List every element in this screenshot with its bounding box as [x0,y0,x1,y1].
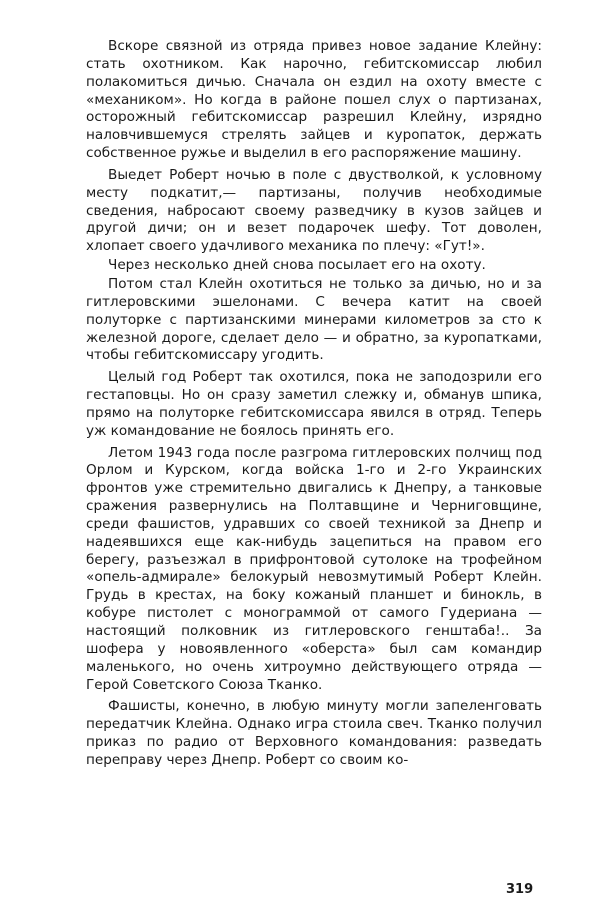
paragraph-5: Целый год Роберт так охотился, пока не заподозрили его гестаповцы. Но он сразу заметил слежку и, обманув шпика, прямо на полуторке гебитскомиссара явился в отряд. Теперь уж командование не боялось принять его. [86,369,542,439]
paragraph-1: Вскоре связной из отряда привез новое задание Клейну: стать охотником. Как нарочно, гебитскомиссар любил полакомиться дичью. Сначала он ездил на охоту вместе с «механиком». Но когда в районе пошел слух о партизанах, осторожный гебитскомиссар разрешил Клейну, изрядно наловчившемуся стрелять зайцев и куропаток, держать собственное ружье и выделил в его распоряжение машину. [86,38,542,162]
paragraph-2: Выедет Роберт ночью в поле с двустволкой, к условному месту подкатит,— партизаны, получив необходимые сведения, набросают своему разведчику в кузов зайцев и другой дичи; он и везет подарочек шефу. Тот доволен, хлопает своего удачливого механика по плечу: «Гут!». [86,166,542,255]
paragraph-6: Летом 1943 года после разгрома гитлеровских полчищ под Орлом и Курском, когда войска 1-го и 2-го Украинских фронтов уже стремительно двигались к Днепру, а танковые сражения развернулись на Полтавщине и Черниговщине, среди фашистов, удравших со своей техникой за Днепр и надеявшихся еще как-нибудь зацепиться на правом его берегу, разъезжал в прифронтовой сутолоке на трофейном «опель-адмирале» белокурый невозмутимый Роберт Клейн. Грудь в крестах, на боку кожаный планшет и бинокль, в кобуре пистолет с монограммой от самого Гудериана — настоящий полковник из гитлеровского генштаба!.. За шофера у новоявленного «оберста» был сам командир маленького, но очень хитроумно действующего отряда — Герой Советского Союза Тканко. [86,444,542,693]
paragraph-7: Фашисты, конечно, в любую минуту могли запеленговать передатчик Клейна. Однако игра стоила свеч. Тканко получил приказ по радио от Верховного командования: разведать переправу через Днепр. Роберт со своим ко- [86,698,542,768]
page-number: 319 [506,882,534,897]
page-text [86,38,542,774]
paragraph-3: Через несколько дней снова посылает его на охоту. [108,257,486,274]
paragraph-4: Потом стал Клейн охотиться не только за дичью, но и за гитлеровскими эшелонами. С вечера катит на своей полуторке с партизанскими минерами километров за сто к железной дороге, сделает дело — и обратно, за куропатками, чтобы гебитскомиссару угодить. [86,275,542,364]
